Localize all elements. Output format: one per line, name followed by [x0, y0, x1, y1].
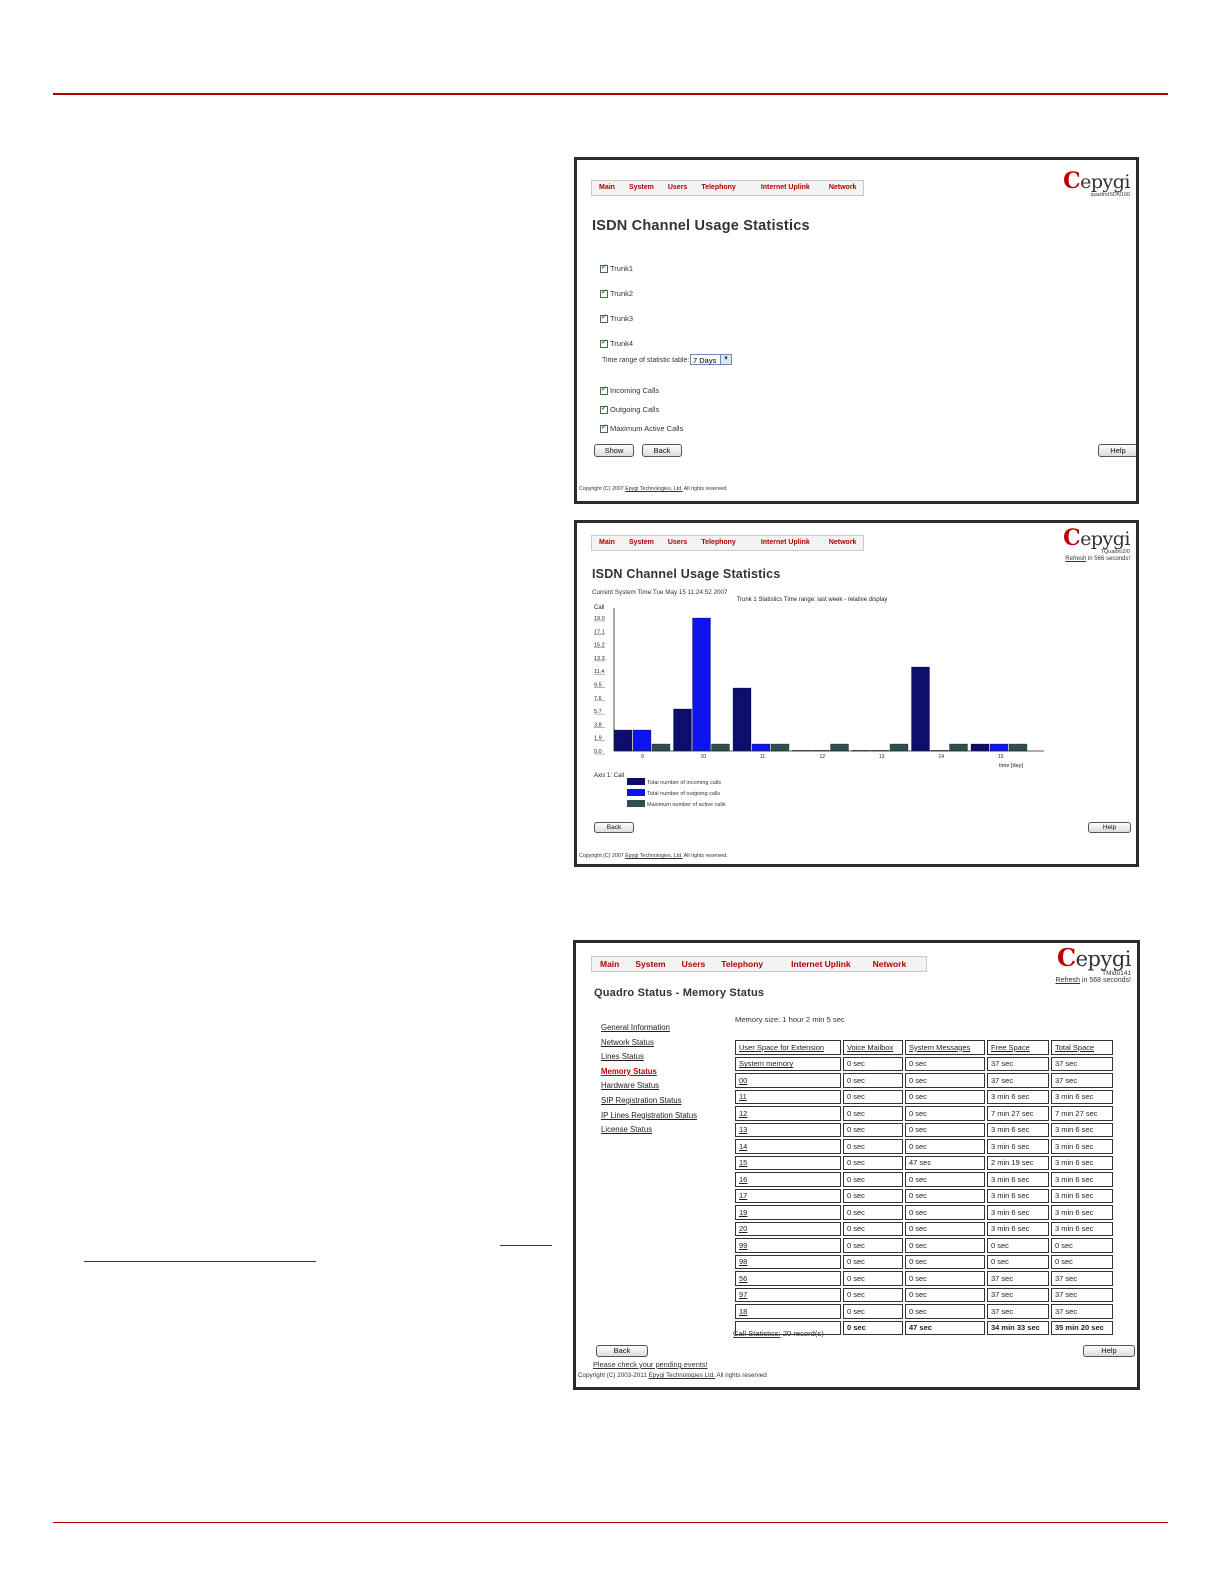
chart-axis-group	[594, 608, 1044, 760]
incoming-calls-checkbox[interactable]: ✓ Incoming Calls	[600, 386, 659, 395]
page-title: ISDN Channel Usage Statistics	[592, 218, 810, 234]
bar-incoming-day-10	[674, 709, 692, 751]
nav-main[interactable]: Main	[599, 539, 615, 546]
top-nav	[591, 956, 927, 972]
y-tick-label: 19.0	[594, 616, 605, 622]
x-axis-label: time [day]	[999, 763, 1023, 769]
copyright: Copyright (C) 2007 Epygi Technologies, Ltd. All rights reserved.	[579, 853, 728, 859]
nav-lines-status[interactable]: Lines Status	[601, 1052, 644, 1062]
y-tick-label: 3.8	[594, 722, 602, 729]
screenshot-isdn-statistics-chart	[574, 520, 1139, 867]
epygi-logo: Cepygi TQuadro2/0 Refresh in 566 seconds!	[1063, 525, 1130, 562]
cell-voice: 0 sec	[843, 1172, 903, 1187]
copyright-link[interactable]: Epygi Technologies Ltd.	[648, 1372, 715, 1379]
cell-total: 3 min 6 sec	[1051, 1222, 1113, 1237]
cell-sysmsg: 0 sec	[905, 1238, 985, 1253]
top-nav	[591, 180, 864, 196]
table-header-row	[735, 1040, 1113, 1055]
cell-total: 3 min 6 sec	[1051, 1205, 1113, 1220]
checkbox-checked-icon[interactable]	[600, 265, 608, 273]
cell-free: 37 sec	[987, 1073, 1049, 1088]
legend-label: Total number of incoming calls	[647, 780, 721, 786]
back-button[interactable]: Back	[596, 1345, 648, 1357]
show-button[interactable]: Show	[594, 444, 634, 457]
cell-ext[interactable]: 11	[735, 1090, 841, 1105]
nav-ip-lines-registration-status[interactable]: IP Lines Registration Status	[601, 1110, 698, 1120]
cell-free: 37 sec	[987, 1288, 1049, 1303]
back-button[interactable]: Back	[594, 822, 634, 833]
cell-sysmsg: 0 sec	[905, 1205, 985, 1220]
help-button[interactable]: Help	[1083, 1345, 1135, 1357]
nav-memory-status[interactable]: Memory Status	[601, 1066, 657, 1076]
copyright-link[interactable]: Epygi Technologies, Ltd.	[625, 486, 683, 492]
bar-outgoing-day-11	[752, 744, 770, 751]
help-button[interactable]: Help	[1088, 822, 1131, 833]
cell-ext[interactable]: 18	[735, 1304, 841, 1319]
bar-active-day-9	[652, 744, 670, 751]
cell-free: 3 min 6 sec	[987, 1172, 1049, 1187]
chart-title: Trunk 1 Statistics Time range: last week - relative display	[736, 597, 888, 603]
table-row	[735, 1073, 1113, 1088]
cell-total: 3 min 6 sec	[1051, 1090, 1113, 1105]
cell-free: 3 min 6 sec	[987, 1205, 1049, 1220]
memory-table	[733, 1038, 1115, 1337]
cell-voice: 0 sec	[843, 1255, 903, 1270]
bar-outgoing-day-9	[633, 730, 651, 751]
table-row	[735, 1222, 1113, 1237]
cell-free: 37 sec	[987, 1304, 1049, 1319]
trunk2-checkbox[interactable]: ✓ Trunk2	[600, 289, 633, 298]
nav-telephony[interactable]: Telephony	[721, 959, 764, 969]
cell-sysmsg: 0 sec	[905, 1057, 985, 1072]
checkbox-checked-icon[interactable]	[600, 406, 608, 414]
nav-hardware-status[interactable]: Hardware Status	[601, 1081, 660, 1091]
nav-network[interactable]: Network	[828, 539, 857, 546]
x-tick-label: 10	[700, 754, 707, 760]
table-row	[735, 1304, 1113, 1319]
nav-telephony[interactable]: Telephony	[701, 539, 736, 546]
x-tick-label: 13	[879, 754, 885, 760]
y-tick-label: 11.4	[594, 669, 605, 676]
checkbox-checked-icon[interactable]	[600, 425, 608, 433]
cell-voice: 0 sec	[843, 1106, 903, 1121]
cell-total: 3 min 6 sec	[1051, 1172, 1113, 1187]
nav-main[interactable]: Main	[599, 184, 615, 191]
table-row	[735, 1271, 1113, 1286]
time-range-label: Time range of statistic table:	[602, 357, 690, 364]
cell-sysmsg: 0 sec	[905, 1123, 985, 1138]
cell-ext[interactable]: 20	[735, 1222, 841, 1237]
y-tick-label: 13.3	[594, 655, 605, 662]
cell-free: 3 min 6 sec	[987, 1090, 1049, 1105]
cell-total: 37 sec	[1051, 1073, 1113, 1088]
cell-sysmsg: 0 sec	[905, 1255, 985, 1270]
cell-total: 0 sec	[1051, 1255, 1113, 1270]
cell-voice: 0 sec	[843, 1222, 903, 1237]
col-voice-mailbox[interactable]: Voice Mailbox	[843, 1040, 903, 1055]
nav-network[interactable]: Network	[872, 959, 907, 969]
total-free: 34 min 33 sec	[987, 1321, 1049, 1336]
cell-ext[interactable]: 13	[735, 1123, 841, 1138]
hyperlink-underline[interactable]	[500, 1245, 552, 1246]
cell-voice: 0 sec	[843, 1156, 903, 1171]
cell-ext[interactable]: 14	[735, 1139, 841, 1154]
cell-total: 3 min 6 sec	[1051, 1189, 1113, 1204]
bar-outgoing-day-15	[990, 744, 1008, 751]
y-tick-label: 7.6	[594, 695, 602, 702]
cell-voice: 0 sec	[843, 1073, 903, 1088]
table-row	[735, 1156, 1113, 1171]
nav-system[interactable]: System	[635, 959, 666, 969]
cell-total: 37 sec	[1051, 1271, 1113, 1286]
bar-incoming-day-9	[614, 730, 632, 751]
axis-caption: Axis 1: Call	[594, 773, 625, 779]
nav-internet-uplink[interactable]: Internet Uplink	[791, 959, 851, 969]
refresh-link[interactable]: Refresh	[1065, 556, 1087, 562]
nav-internet-uplink[interactable]: Internet Uplink	[760, 184, 810, 191]
nav-users[interactable]: Users	[681, 959, 706, 969]
total-voice: 0 sec	[843, 1321, 903, 1336]
table-row	[735, 1090, 1113, 1105]
y-tick-label: 15.2	[594, 642, 605, 649]
x-tick-label: 14	[938, 754, 945, 760]
table-row	[735, 1057, 1113, 1072]
checkbox-checked-icon[interactable]	[600, 315, 608, 323]
table-row	[735, 1172, 1113, 1187]
total-total: 35 min 20 sec	[1051, 1321, 1113, 1336]
screenshot-isdn-statistics-form	[574, 157, 1139, 504]
y-tick-label: 5.7	[594, 709, 602, 716]
legend-swatch	[627, 800, 645, 807]
cell-sysmsg: 0 sec	[905, 1222, 985, 1237]
cell-voice: 0 sec	[843, 1057, 903, 1072]
cell-sysmsg: 0 sec	[905, 1139, 985, 1154]
chevron-down-icon[interactable]: ▼	[720, 355, 731, 364]
bar-outgoing-day-10	[693, 618, 711, 751]
y-tick-label: 9.5	[594, 682, 602, 689]
cell-total: 37 sec	[1051, 1304, 1113, 1319]
table-row	[735, 1238, 1113, 1253]
legend-label: Maximum number of active calls	[647, 802, 726, 808]
checkbox-checked-icon[interactable]	[600, 290, 608, 298]
cell-voice: 0 sec	[843, 1304, 903, 1319]
footer-rule	[53, 1522, 1168, 1523]
trunk3-checkbox[interactable]: ✓ Trunk3	[600, 314, 633, 323]
cell-voice: 0 sec	[843, 1123, 903, 1138]
table-row	[735, 1139, 1113, 1154]
cell-ext[interactable]: 00	[735, 1073, 841, 1088]
call-statistics-link[interactable]: Call Statistics:	[733, 1329, 781, 1338]
cell-free: 3 min 6 sec	[987, 1222, 1049, 1237]
cell-total: 3 min 6 sec	[1051, 1156, 1113, 1171]
checkbox-checked-icon[interactable]	[600, 340, 608, 348]
call-statistics: Call Statistics: 20 record(s)	[733, 1329, 824, 1338]
cell-sysmsg: 0 sec	[905, 1189, 985, 1204]
bar-active-day-13	[890, 744, 908, 751]
copyright: Copyright (C) 2007 Epygi Technologies, Ltd. All rights reserved.	[579, 486, 728, 492]
bar-active-day-11	[771, 744, 789, 751]
cell-voice: 0 sec	[843, 1288, 903, 1303]
system-time: Current System Time:Tue May 15 11:24:52 2007	[592, 589, 728, 596]
bar-incoming-day-15	[971, 744, 989, 751]
x-tick-label: 15	[998, 754, 1004, 760]
cell-ext[interactable]: 16	[735, 1172, 841, 1187]
cell-sysmsg: 47 sec	[905, 1156, 985, 1171]
y-tick-label: 0.0	[594, 749, 602, 755]
cell-sysmsg: 0 sec	[905, 1288, 985, 1303]
cell-free: 7 min 27 sec	[987, 1106, 1049, 1121]
cell-free: 37 sec	[987, 1057, 1049, 1072]
cell-ext[interactable]: 15	[735, 1156, 841, 1171]
cell-sysmsg: 0 sec	[905, 1073, 985, 1088]
nav-network-status[interactable]: Network Status	[601, 1037, 654, 1047]
cell-sysmsg: 0 sec	[905, 1271, 985, 1286]
cell-voice: 0 sec	[843, 1090, 903, 1105]
nav-license-status[interactable]: License Status	[601, 1125, 653, 1135]
cell-ext[interactable]: 17	[735, 1189, 841, 1204]
cell-ext[interactable]: 56	[735, 1271, 841, 1286]
bar-active-day-10	[712, 744, 730, 751]
outgoing-calls-checkbox[interactable]: ✓ Outgoing Calls	[600, 405, 659, 414]
nav-system[interactable]: System	[628, 539, 654, 546]
cell-voice: 0 sec	[843, 1205, 903, 1220]
cell-total: 37 sec	[1051, 1057, 1113, 1072]
nav-system[interactable]: System	[628, 184, 654, 191]
cell-free: 0 sec	[987, 1238, 1049, 1253]
epygi-logo: Cepygi TMido141 Refresh in 568 seconds!	[1055, 943, 1131, 984]
x-tick-label: 11	[760, 754, 766, 760]
nav-telephony[interactable]: Telephony	[701, 184, 736, 191]
copyright: Copyright (C) 2003-2011 Epygi Technologies Ltd. All rights reserved	[578, 1372, 767, 1379]
cell-ext[interactable]: 97	[735, 1288, 841, 1303]
total-sysmsg: 47 sec	[905, 1321, 985, 1336]
memory-table-body	[735, 1057, 1113, 1336]
epygi-logo: Cepygi quadroISDN100	[1063, 168, 1130, 198]
cell-free: 37 sec	[987, 1271, 1049, 1286]
help-button[interactable]: Help	[1098, 444, 1138, 457]
nav-internet-uplink[interactable]: Internet Uplink	[760, 539, 810, 546]
col-free-space[interactable]: Free Space	[987, 1040, 1049, 1055]
back-button[interactable]: Back	[642, 444, 682, 457]
cell-free: 3 min 6 sec	[987, 1189, 1049, 1204]
bar-incoming-day-11	[733, 688, 751, 751]
y-tick-label: 17.1	[594, 629, 605, 636]
table-row	[735, 1123, 1113, 1138]
cell-sysmsg: 0 sec	[905, 1172, 985, 1187]
chart-bars-group	[614, 618, 1027, 751]
bar-incoming-day-14	[912, 667, 930, 751]
cell-ext[interactable]: System memory	[735, 1057, 841, 1072]
nav-users[interactable]: Users	[667, 184, 688, 191]
col-user-space[interactable]: User Space for Extension	[735, 1040, 841, 1055]
status-left-nav	[601, 1021, 697, 1138]
y-axis-label: Call	[594, 605, 605, 611]
nav-main[interactable]: Main	[600, 959, 620, 969]
time-range-select[interactable]: 7 Days ▼	[690, 354, 732, 365]
table-row	[735, 1106, 1113, 1121]
chart-legend	[627, 778, 726, 808]
cell-free: 2 min 19 sec	[987, 1156, 1049, 1171]
cell-sysmsg: 0 sec	[905, 1106, 985, 1121]
cell-total: 0 sec	[1051, 1238, 1113, 1253]
nav-sip-registration-status[interactable]: SIP Registration Status	[601, 1095, 682, 1105]
cell-free: 3 min 6 sec	[987, 1139, 1049, 1154]
cell-sysmsg: 0 sec	[905, 1090, 985, 1105]
x-tick-label: 9	[641, 754, 644, 760]
cell-ext[interactable]: 98	[735, 1255, 841, 1270]
col-total-space[interactable]: Total Space	[1051, 1040, 1113, 1055]
cell-ext[interactable]: 12	[735, 1106, 841, 1121]
col-system-messages[interactable]: System Messages	[905, 1040, 985, 1055]
max-active-calls-checkbox[interactable]: ✓ Maximum Active Calls	[600, 424, 683, 433]
cell-ext[interactable]: 99	[735, 1238, 841, 1253]
pending-events-link[interactable]: Please check your pending events!	[593, 1360, 708, 1369]
checkbox-checked-icon[interactable]	[600, 387, 608, 395]
cell-total: 3 min 6 sec	[1051, 1139, 1113, 1154]
trunk1-checkbox[interactable]: ✓ Trunk1	[600, 264, 633, 273]
cell-total: 7 min 27 sec	[1051, 1106, 1113, 1121]
y-tick-label: 1.9	[594, 735, 602, 742]
bar-active-day-14	[950, 744, 968, 751]
cell-total: 37 sec	[1051, 1288, 1113, 1303]
header-rule	[53, 93, 1168, 95]
hyperlink-underline-continued[interactable]	[84, 1261, 316, 1262]
cell-total: 3 min 6 sec	[1051, 1123, 1113, 1138]
cell-voice: 0 sec	[843, 1271, 903, 1286]
legend-label: Total number of outgoing calls	[647, 791, 721, 797]
memory-size: Memory size: 1 hour 2 min 5 sec	[735, 1015, 845, 1024]
cell-voice: 0 sec	[843, 1139, 903, 1154]
table-row	[735, 1189, 1113, 1204]
table-row	[735, 1255, 1113, 1270]
table-row	[735, 1205, 1113, 1220]
nav-network[interactable]: Network	[828, 184, 857, 191]
screenshot-memory-status	[573, 940, 1140, 1390]
x-tick-label: 12	[819, 754, 826, 760]
top-nav	[591, 535, 864, 551]
legend-swatch	[627, 789, 645, 796]
cell-ext[interactable]: 19	[735, 1205, 841, 1220]
bar-active-day-15	[1009, 744, 1027, 751]
nav-general-information[interactable]: General Information	[601, 1023, 670, 1032]
legend-swatch	[627, 778, 645, 785]
page-title: Quadro Status - Memory Status	[594, 987, 765, 999]
cell-voice: 0 sec	[843, 1238, 903, 1253]
page-title: ISDN Channel Usage Statistics	[592, 567, 781, 581]
table-row	[735, 1288, 1113, 1303]
refresh-link[interactable]: Refresh	[1055, 977, 1080, 984]
nav-users[interactable]: Users	[667, 539, 688, 546]
cell-free: 0 sec	[987, 1255, 1049, 1270]
cell-voice: 0 sec	[843, 1189, 903, 1204]
trunk4-checkbox[interactable]: ✓ Trunk4	[600, 339, 633, 348]
usage-chart	[577, 593, 1136, 823]
copyright-link[interactable]: Epygi Technologies, Ltd.	[625, 853, 683, 859]
cell-sysmsg: 0 sec	[905, 1304, 985, 1319]
bar-active-day-12	[831, 744, 849, 751]
cell-free: 3 min 6 sec	[987, 1123, 1049, 1138]
